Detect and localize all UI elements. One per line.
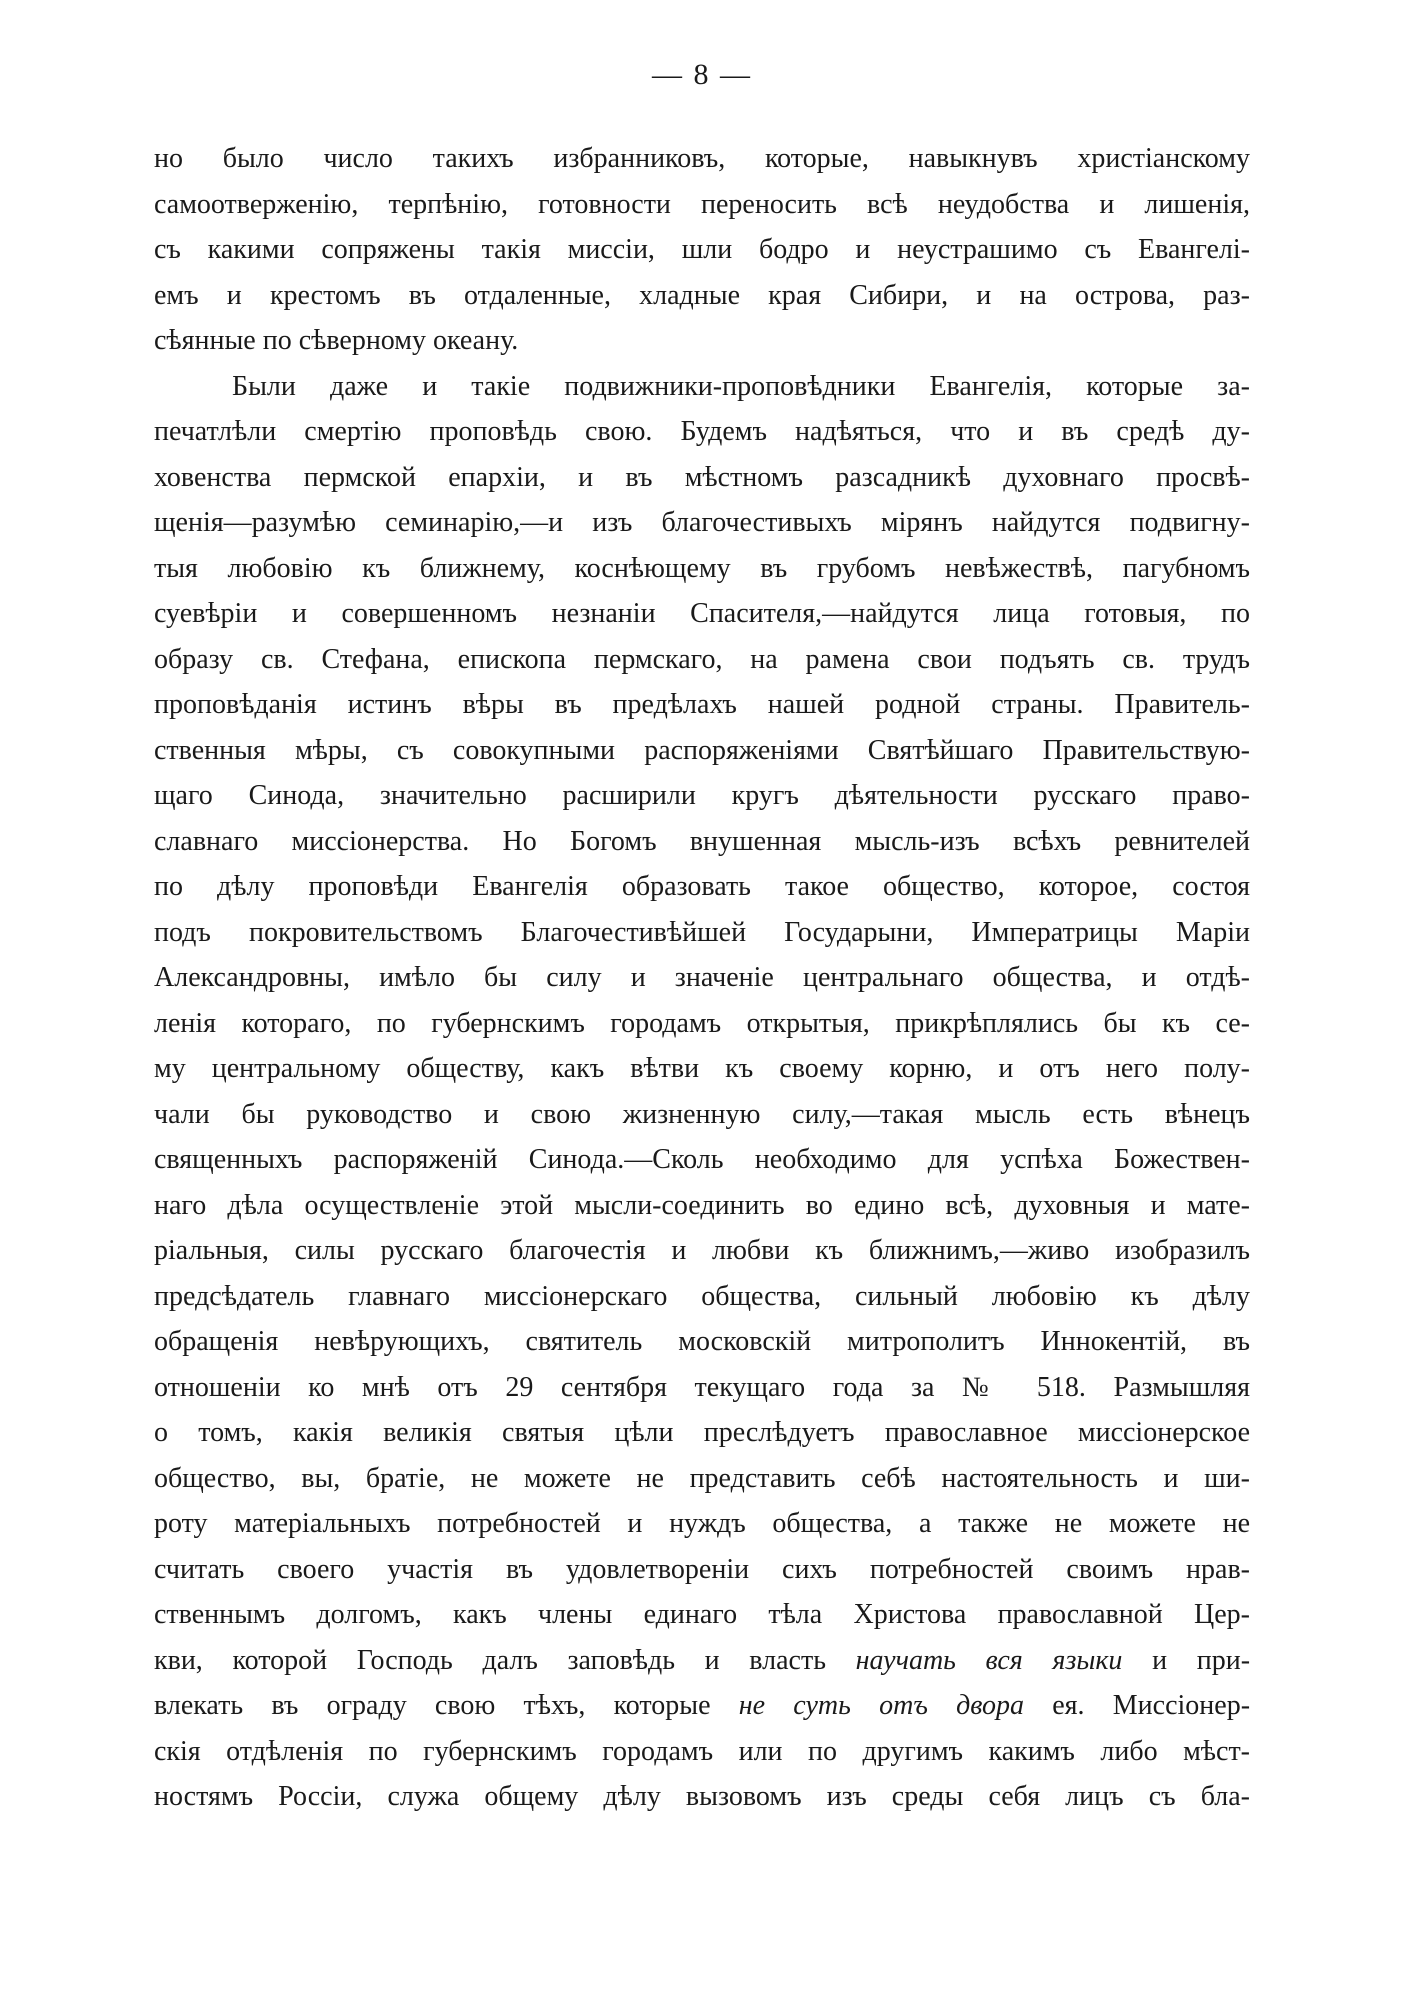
text-line: съ какими сопряжены такія миссіи, шли бодро и неустрашимо съ Евангелі- bbox=[154, 234, 1250, 265]
text-line: ностямъ Россіи, служа общему дѣлу вызовомъ изъ среды себя лицъ съ бла- bbox=[154, 1781, 1250, 1812]
page-number: — 8 — bbox=[652, 58, 752, 91]
line-text: влекать въ ограду свою тѣхъ, которые bbox=[154, 1690, 711, 1721]
text-line: предсѣдатель главнаго миссіонерскаго общества, сильный любовію къ дѣлу bbox=[154, 1280, 1250, 1312]
text-line: но было число такихъ избранниковъ, которые, навыкнувъ христіанскому bbox=[154, 143, 1250, 174]
text-line: Александровны, имѣло бы силу и значеніе центральнаго общества, и отдѣ- bbox=[154, 962, 1250, 993]
text-line: наго дѣла осуществленіе этой мысли-соединить во едино всѣ, духовныя и мате- bbox=[154, 1189, 1250, 1221]
text-line: образу св. Стефана, епископа пермскаго, на рамена свои подъять св. трудъ bbox=[154, 643, 1250, 675]
italic-quote: не суть отъ двора bbox=[738, 1690, 1025, 1721]
text-line: му центральному обществу, какъ вѣтви къ своему корню, и отъ него полу- bbox=[154, 1053, 1250, 1084]
text-line: роту матеріальныхъ потребностей и нуждъ общества, а также не можете не bbox=[154, 1508, 1250, 1539]
text-line: по дѣлу проповѣди Евангелія образовать такое общество, которое, состоя bbox=[154, 871, 1250, 902]
text-line: емъ и крестомъ въ отдаленные, хладные края Сибири, и на острова, раз- bbox=[154, 279, 1250, 311]
text-line: ховенства пермской епархіи, и въ мѣстномъ разсадникѣ духовнаго просвѣ- bbox=[154, 461, 1250, 493]
text-line: ріальныя, силы русскаго благочестія и любви къ ближнимъ,—живо изобразилъ bbox=[154, 1235, 1250, 1266]
text-line: считать своего участія въ удовлетвореніи сихъ потребностей своимъ нрав- bbox=[154, 1553, 1250, 1585]
text-line: тыя любовію къ ближнему, коснѣющему въ грубомъ невѣжествѣ, пагубномъ bbox=[154, 552, 1250, 584]
text-line: славнаго миссіонерства. Но Богомъ внушенная мысль-изъ всѣхъ ревнителей bbox=[154, 825, 1250, 857]
italic-quote: научать вся языки bbox=[855, 1644, 1123, 1676]
text-line: скія отдѣленія по губернскимъ городамъ или по другимъ какимъ либо мѣст- bbox=[154, 1735, 1250, 1767]
text-line: обращенія невѣрующихъ, святитель московскій митрополитъ Иннокентій, въ bbox=[154, 1326, 1250, 1357]
text-line: ленія котораго, по губернскимъ городамъ открытыя, прикрѣплялись бы къ се- bbox=[154, 1007, 1250, 1039]
text-line-with-italic bbox=[154, 1638, 1250, 1684]
text-line: щаго Синода, значительно расширили кругъ дѣятельности русскаго право- bbox=[154, 780, 1250, 811]
text-line: сѣянные по сѣверному океану. bbox=[154, 325, 519, 356]
text-line: самоотверженію, терпѣнію, готовности переносить всѣ неудобства и лишенія, bbox=[154, 188, 1250, 220]
text-line: общество, вы, братіе, не можете не представить себѣ настоятельность и ши- bbox=[154, 1462, 1250, 1494]
text-line: подъ покровительствомъ Благочестивѣйшей Государыни, Императрицы Маріи bbox=[154, 916, 1250, 948]
text-line: щенія—разумѣю семинарію,—и изъ благочестивыхъ мірянъ найдутся подвигну- bbox=[154, 507, 1250, 538]
text-line: печатлѣли смертію проповѣдь свою. Будемъ надѣяться, что и въ средѣ ду- bbox=[154, 416, 1250, 447]
paragraph-start-line: Были даже и такіе подвижники-проповѣдники Евангелія, которые за- bbox=[232, 370, 1250, 402]
text-line: чали бы руководство и свою жизненную силу,—такая мысль есть вѣнецъ bbox=[154, 1098, 1250, 1130]
text-line: священныхъ распоряженій Синода.—Сколь необходимо для успѣха Божествен- bbox=[154, 1144, 1250, 1175]
text-line: суевѣріи и совершенномъ незнаніи Спасителя,—найдутся лица готовыя, по bbox=[154, 598, 1250, 629]
text-line: отношеніи ко мнѣ отъ 29 сентября текущаго года за № 518. Размышляя bbox=[154, 1371, 1250, 1403]
line-text: и при- bbox=[1152, 1644, 1251, 1676]
text-line-with-italic bbox=[154, 1683, 1250, 1729]
text-line: о томъ, какія великія святыя цѣли преслѣдуетъ православное миссіонерское bbox=[154, 1417, 1250, 1448]
line-text: кви, которой Господь далъ заповѣдь и власть bbox=[154, 1644, 826, 1676]
text-line: проповѣданія истинъ вѣры въ предѣлахъ нашей родной страны. Правитель- bbox=[154, 689, 1250, 720]
body-text bbox=[154, 136, 1250, 1820]
text-line: ственныя мѣры, съ совокупными распоряженіями Святѣйшаго Правительствую- bbox=[154, 734, 1250, 766]
line-text: ея. Миссіонер- bbox=[1052, 1690, 1251, 1721]
text-line: ственнымъ долгомъ, какъ члены единаго тѣла Христова православной Цер- bbox=[154, 1599, 1250, 1630]
